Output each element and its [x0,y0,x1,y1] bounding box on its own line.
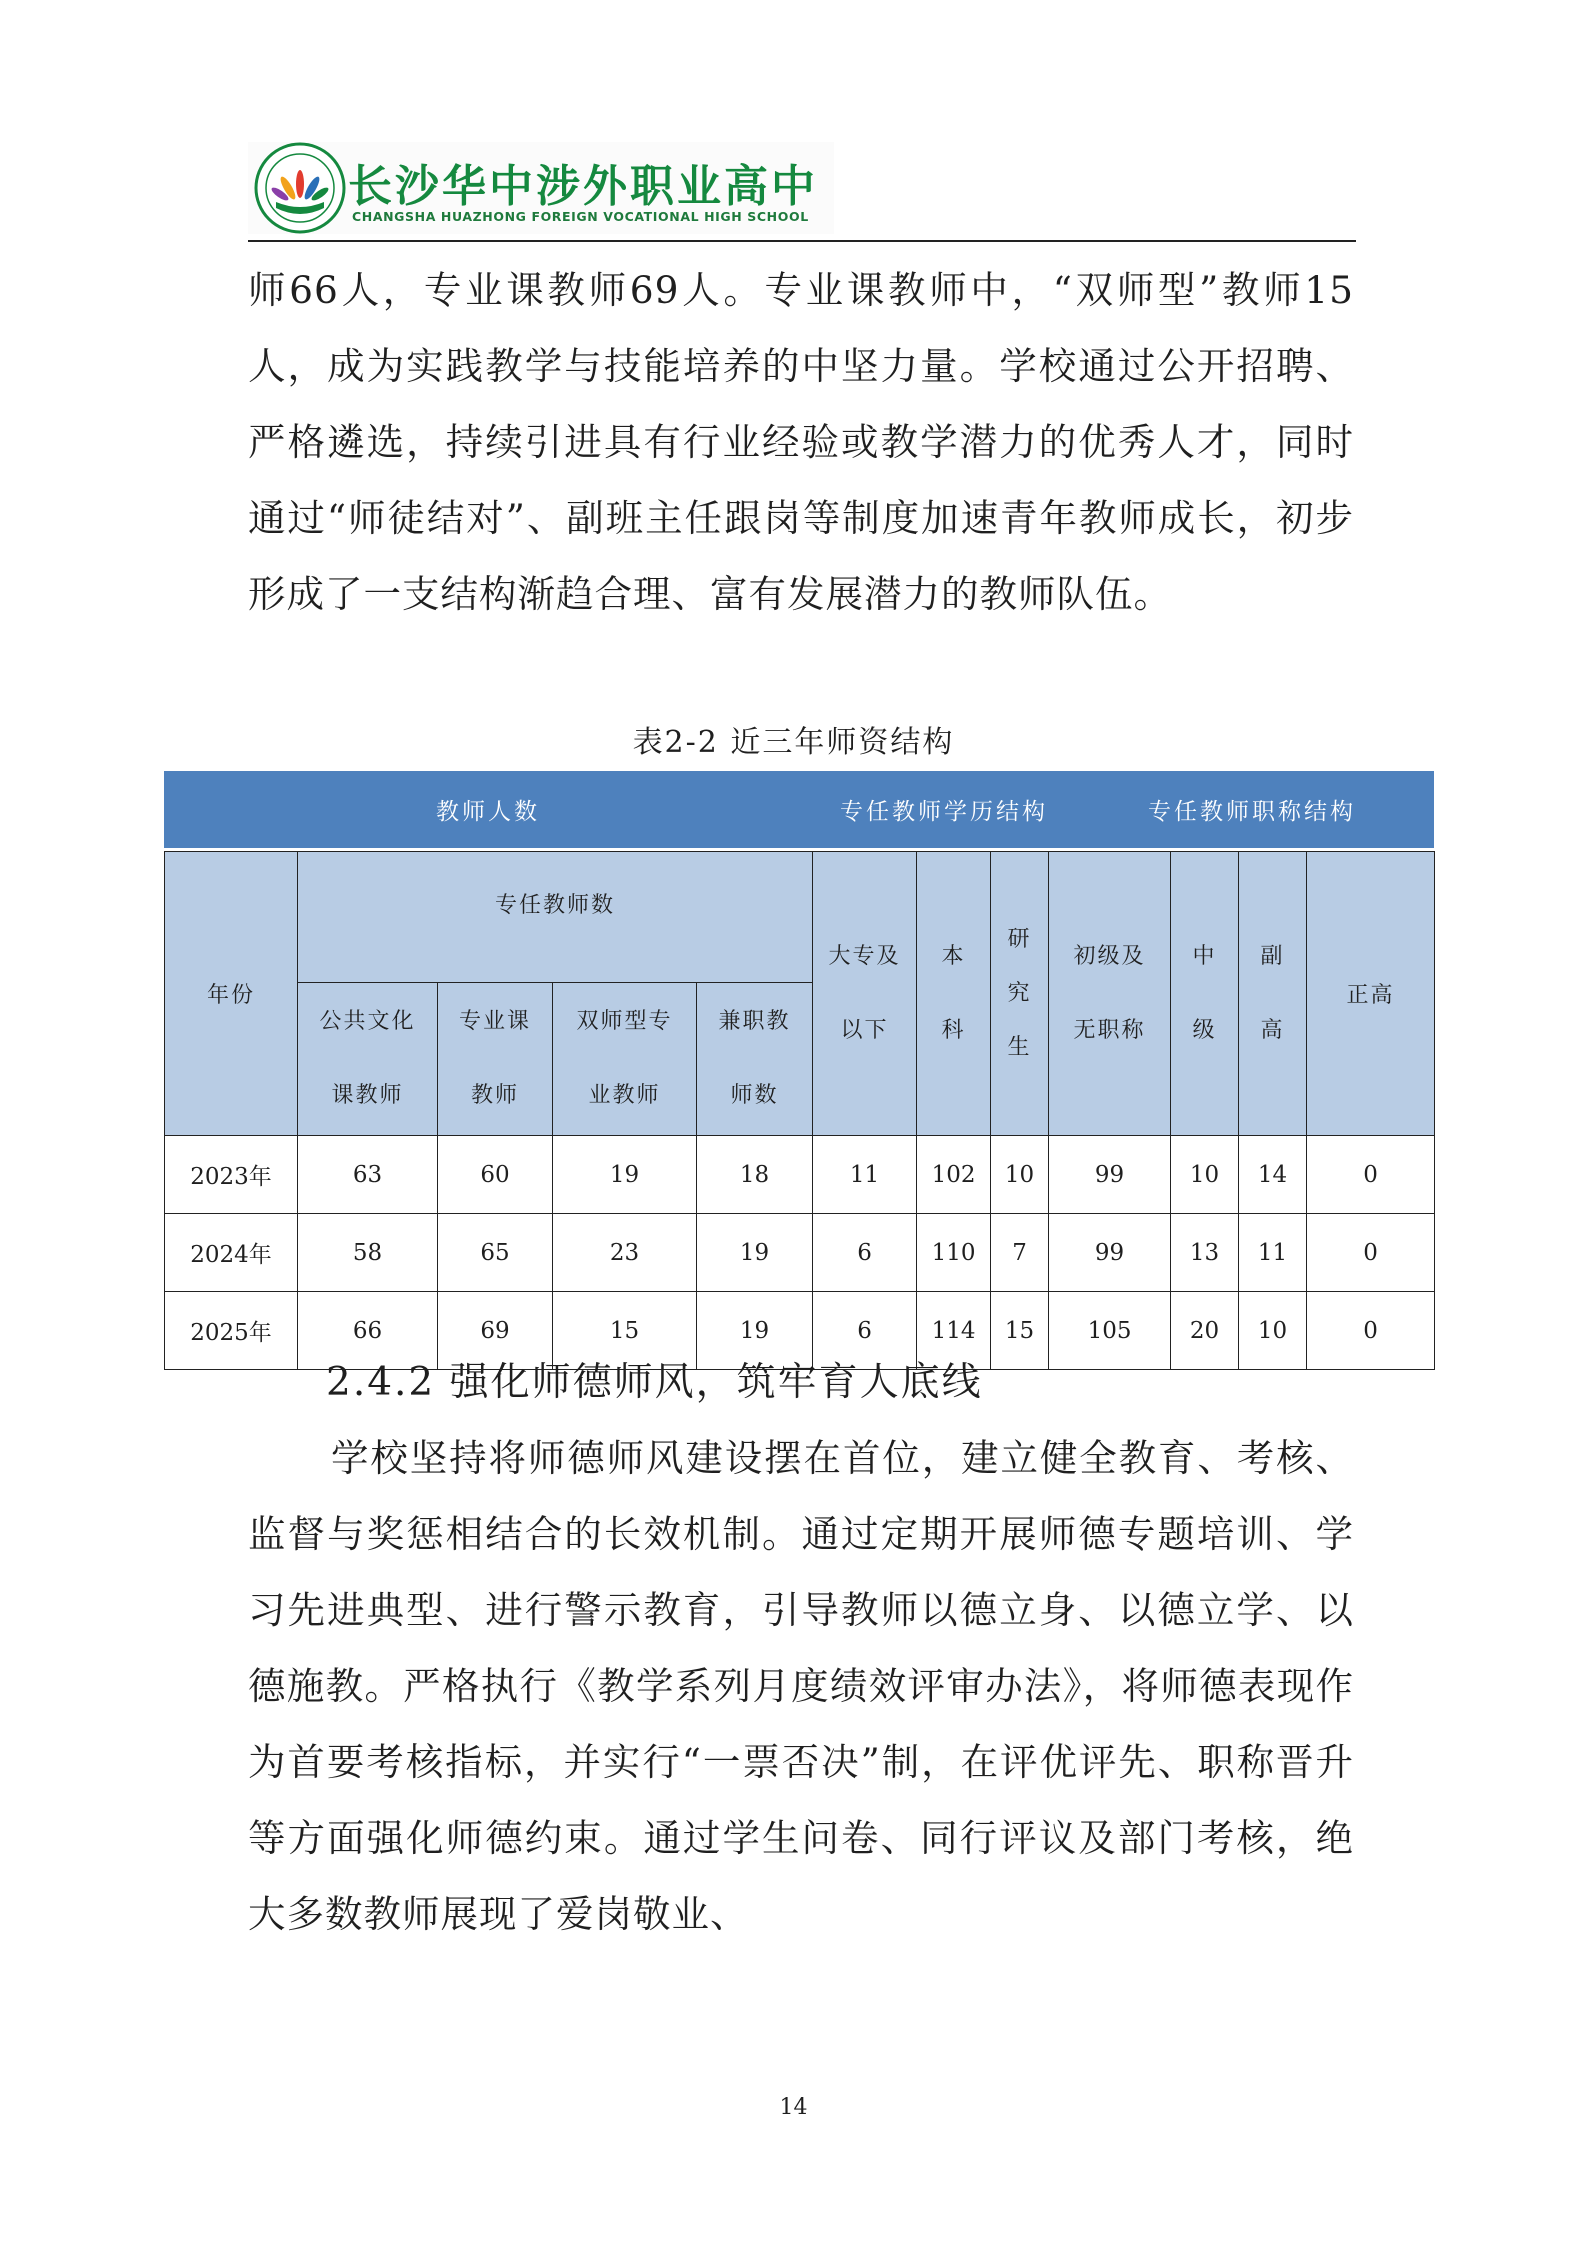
cell-professional: 69 [438,1292,553,1370]
header-divider [248,240,1356,242]
page-header [248,142,1356,242]
header-junior-college: 大专及 以下 [813,852,917,1136]
cell-parttime: 19 [697,1292,813,1370]
cell-parttime: 19 [697,1214,813,1292]
table-group-header [164,771,1434,848]
cell-middle: 10 [1171,1136,1239,1214]
cell-junior-college: 6 [813,1214,917,1292]
header-public-culture: 公共文化 课教师 [298,983,438,1136]
table-row [165,1136,1435,1214]
cell-year: 2023年 [165,1136,298,1214]
cell-junior-title: 99 [1049,1136,1171,1214]
header-bachelor: 本 科 [917,852,991,1136]
header-fulltime-count: 专任教师数 [298,852,813,983]
cell-vice-senior: 11 [1239,1214,1307,1292]
cell-senior: 0 [1307,1214,1435,1292]
cell-bachelor: 114 [917,1292,991,1370]
header-senior-title: 正高 [1307,852,1435,1136]
group-header-education: 专任教师学历结构 [840,799,1048,825]
header-year: 年份 [165,852,298,1136]
cell-junior-college: 11 [813,1136,917,1214]
cell-year: 2024年 [165,1214,298,1292]
cell-graduate: 7 [991,1214,1049,1292]
header-middle-title: 中 级 [1171,852,1239,1136]
cell-dual: 23 [553,1214,697,1292]
school-name-chinese: 长沙华中涉外职业高中 [348,161,818,212]
table-caption: 表2-2 近三年师资结构 [632,725,955,760]
cell-graduate: 10 [991,1136,1049,1214]
cell-public-culture: 63 [298,1136,438,1214]
group-header-teachers: 教师人数 [436,799,540,825]
data-table [164,851,1435,1370]
cell-vice-senior: 10 [1239,1292,1307,1370]
cell-professional: 60 [438,1136,553,1214]
page-number: 14 [779,2095,808,2120]
cell-bachelor: 110 [917,1214,991,1292]
cell-middle: 13 [1171,1214,1239,1292]
table-row [165,1214,1435,1292]
body-paragraph-2: 学校坚持将师德师风建设摆在首位，建立健全教育、考核、监督与奖惩相结合的长效机制。通过定期开展师德专题培训、学习先进典型、进行警示教育，引导教师以德立身、以德立学、以德施教。严格执行《教学系列月度绩效评审办法》，将师德表现作为首要考核指标，并实行“一票否决”制，在评优评先、职称晋升等方面强化师德约束。通过学生问卷、同行评议及部门考核，绝大多数教师展现了爱岗敬业、 [248,1436,1354,1936]
cell-bachelor: 102 [917,1136,991,1214]
cell-parttime: 18 [697,1136,813,1214]
header-parttime: 兼职教 师数 [697,983,813,1136]
cell-dual: 19 [553,1136,697,1214]
header-professional: 专业课 教师 [438,983,553,1136]
cell-senior: 0 [1307,1292,1435,1370]
school-logo-banner [248,142,834,234]
cell-public-culture: 58 [298,1214,438,1292]
cell-vice-senior: 14 [1239,1136,1307,1214]
group-header-titles: 专任教师职称结构 [1148,799,1356,825]
cell-junior-college: 6 [813,1292,917,1370]
section-heading: 2.4.2 强化师德师风，筑牢育人底线 [326,1360,983,1405]
header-vice-senior-title: 副 高 [1239,852,1307,1136]
school-emblem-icon [254,142,346,234]
cell-dual: 15 [553,1292,697,1370]
cell-junior-title: 105 [1049,1292,1171,1370]
header-junior-title: 初级及 无职称 [1049,852,1171,1136]
cell-middle: 20 [1171,1292,1239,1370]
cell-year: 2025年 [165,1292,298,1370]
cell-public-culture: 66 [298,1292,438,1370]
header-dual-qualified: 双师型专 业教师 [553,983,697,1136]
cell-junior-title: 99 [1049,1214,1171,1292]
cell-senior: 0 [1307,1136,1435,1214]
school-name-english: CHANGSHA HUAZHONG FOREIGN VOCATIONAL HIGH SCHOOL [352,209,809,224]
staff-structure-table [164,771,1434,1346]
header-graduate: 研 究 生 [991,852,1049,1136]
cell-graduate: 15 [991,1292,1049,1370]
cell-professional: 65 [438,1214,553,1292]
body-paragraph-1: 师66人，专业课教师69人。专业课教师中，“双师型”教师15人，成为实践教学与技能培养的中坚力量。学校通过公开招聘、严格遴选，持续引进具有行业经验或教学潜力的优秀人才，同时通过“师徒结对”、副班主任跟岗等制度加速青年教师成长，初步形成了一支结构渐趋合理、富有发展潜力的教师队伍。 [248,268,1354,616]
